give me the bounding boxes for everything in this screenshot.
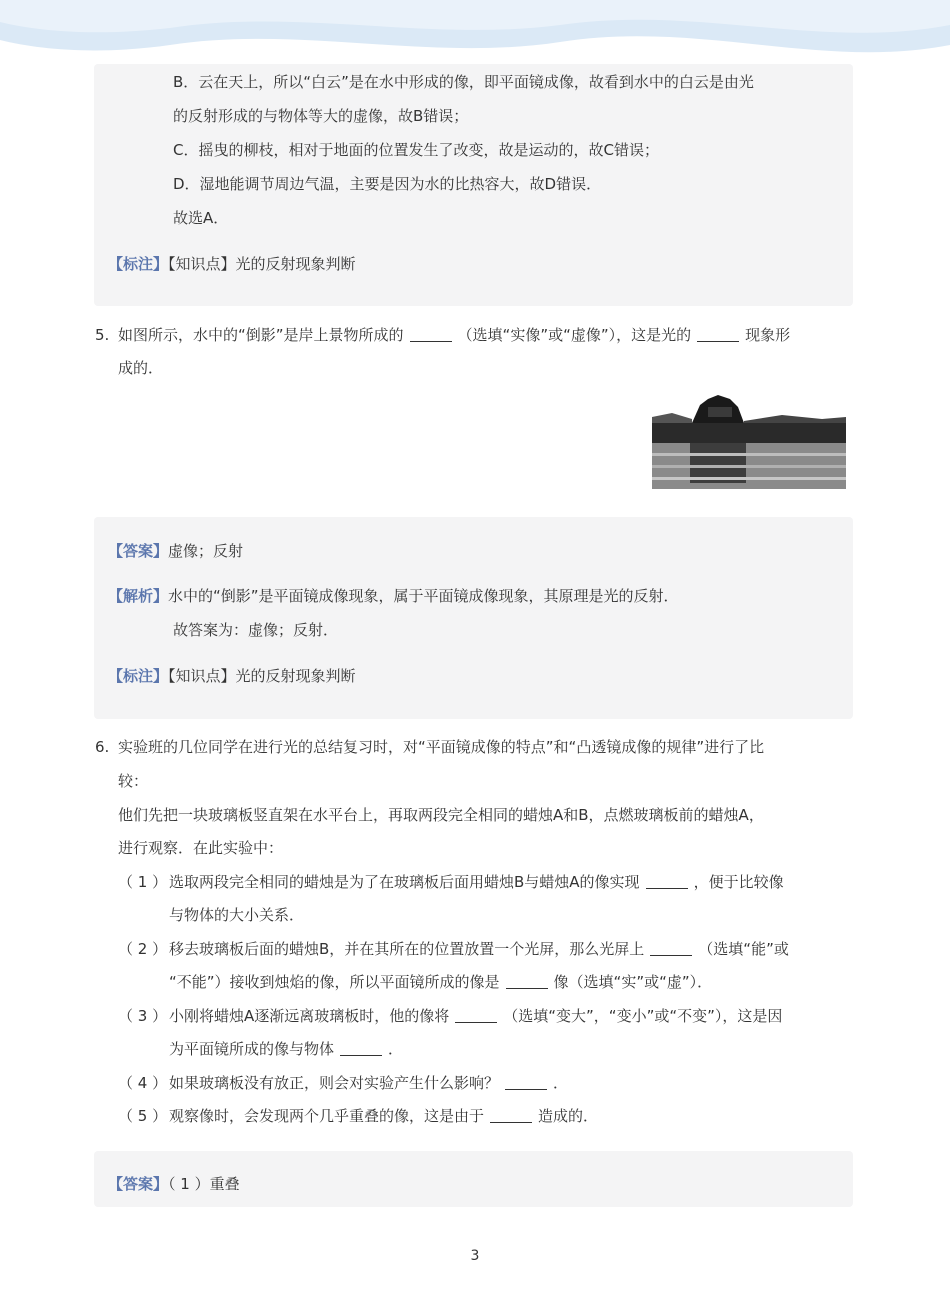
q6-stem-line: 他们先把一块玻璃板竖直架在水平台上，再取两段完全相同的蜡烛A和B，点燃玻璃板前的蜡烛A， xyxy=(118,806,764,824)
sub-question-label: （ 1 ） xyxy=(118,873,168,891)
sub-text: ，便于比较像 xyxy=(693,873,784,891)
sub-text: ． xyxy=(388,1040,404,1058)
answer-blank xyxy=(490,1108,532,1123)
answer-tag: 【答案】 xyxy=(108,1175,169,1193)
sub-text: 为平面镜所成的像与物体 xyxy=(169,1040,335,1058)
sub-question-2-line2 xyxy=(169,972,712,992)
question-number: 5. xyxy=(95,326,110,344)
sub-question-2 xyxy=(169,939,789,959)
sub-text: 选取两段完全相同的蜡烛是为了在玻璃板后面用蜡烛B与蜡烛A的像实现 xyxy=(169,873,640,891)
sub-text: 像（选填“实”或“虚”）． xyxy=(553,973,713,991)
analysis-line: D．湿地能调节周边气温，主要是因为水的比热容大，故D错误． xyxy=(173,175,602,193)
sub-question-label: （ 3 ） xyxy=(118,1007,168,1025)
sub-text: ． xyxy=(553,1074,569,1092)
answer-blank xyxy=(506,974,548,989)
sub-question-4 xyxy=(169,1073,568,1093)
stem-text: （选填“实像”或“虚像”），这是光的 xyxy=(457,326,692,344)
answer-blank xyxy=(697,327,739,342)
q6-stem-line: 进行观察．在此实验中： xyxy=(118,839,284,857)
reflection-photo xyxy=(652,393,846,489)
answer-blank xyxy=(650,941,692,956)
note-text: 【知识点】光的反射现象判断 xyxy=(168,667,356,685)
q5-answer xyxy=(108,541,243,561)
sub-question-5 xyxy=(169,1106,598,1126)
q5-note xyxy=(108,666,356,686)
sub-text: （选填“变大”，“变小”或“不变”），这是因 xyxy=(503,1007,783,1025)
page-number: 3 xyxy=(470,1248,480,1264)
sub-question-3 xyxy=(169,1006,782,1026)
q6-stem-line: 较： xyxy=(118,772,149,790)
sub-question-label: （ 2 ） xyxy=(118,940,168,958)
q6-stem-line: 实验班的几位同学在进行光的总结复习时，对“平面镜成像的特点”和“凸透镜成像的规律”进行了比 xyxy=(118,738,765,756)
q6-answer xyxy=(108,1174,240,1194)
stem-text: 如图所示，水中的“倒影”是岸上景物所成的 xyxy=(118,326,404,344)
sub-question-1-line2: 与物体的大小关系． xyxy=(169,906,305,924)
q5-analysis xyxy=(108,586,679,606)
analysis-line: C．摇曳的柳枝，相对于地面的位置发生了改变，故是运动的，故C错误； xyxy=(173,141,659,159)
answer-blank xyxy=(646,874,688,889)
sub-text: （选填“能”或 xyxy=(698,940,789,958)
analysis-text: 水中的“倒影”是平面镜成像现象，属于平面镜成像现象，其原理是光的反射． xyxy=(168,587,679,605)
answer-blank xyxy=(505,1075,547,1090)
sub-text: 观察像时，会发现两个几乎重叠的像，这是由于 xyxy=(169,1107,485,1125)
sub-question-label: （ 5 ） xyxy=(118,1107,168,1125)
sub-question-label: （ 4 ） xyxy=(118,1074,168,1092)
answer-text: （ 1 ）重叠 xyxy=(168,1175,240,1193)
sub-question-1 xyxy=(169,872,784,892)
sub-text: 造成的． xyxy=(538,1107,599,1125)
analysis-line: 故答案为：虚像；反射． xyxy=(173,621,339,639)
q5-stem-line xyxy=(118,325,790,345)
q5-stem-line2: 成的． xyxy=(118,359,164,377)
sub-text: “不能”）接收到烛焰的像，所以平面镜所成的像是 xyxy=(169,973,500,991)
sub-question-3-line2 xyxy=(169,1039,403,1059)
answer-blank xyxy=(410,327,452,342)
note-tag: 【标注】 xyxy=(108,255,169,273)
question-number: 6. xyxy=(95,738,110,756)
q4-note xyxy=(108,254,356,274)
analysis-line: 故选A． xyxy=(173,209,229,227)
analysis-tag: 【解析】 xyxy=(108,587,169,605)
sub-text: 如果玻璃板没有放正，则会对实验产生什么影响？ xyxy=(169,1074,500,1092)
answer-text: 虚像；反射 xyxy=(168,542,244,560)
stem-text: 现象形 xyxy=(745,326,791,344)
answer-blank xyxy=(455,1008,497,1023)
answer-tag: 【答案】 xyxy=(108,542,169,560)
analysis-line: B．云在天上，所以“白云”是在水中形成的像，即平面镜成像，故看到水中的白云是由光 xyxy=(173,73,754,91)
header-wave-decoration xyxy=(0,0,950,70)
answer-blank xyxy=(340,1041,382,1056)
sub-text: 小刚将蜡烛A逐渐远离玻璃板时，他的像将 xyxy=(169,1007,450,1025)
note-tag: 【标注】 xyxy=(108,667,169,685)
analysis-line: 的反射形成的与物体等大的虚像，故B错误； xyxy=(173,107,469,125)
note-text: 【知识点】光的反射现象判断 xyxy=(168,255,356,273)
sub-text: 移去玻璃板后面的蜡烛B，并在其所在的位置放置一个光屏，那么光屏上 xyxy=(169,940,645,958)
